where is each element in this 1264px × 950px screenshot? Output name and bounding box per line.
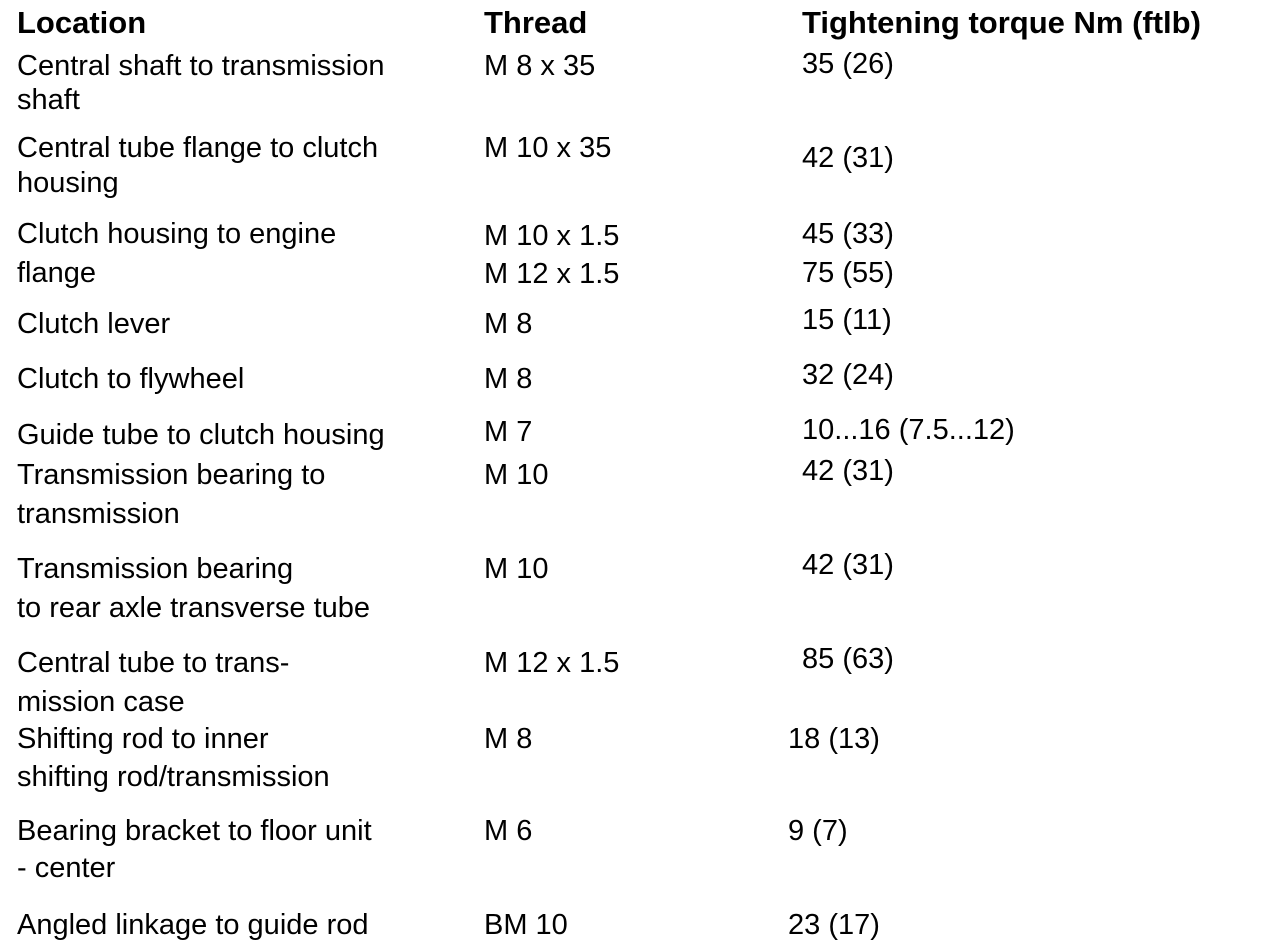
location-cell: Clutch lever: [17, 308, 171, 340]
torque-cell: 32 (24): [802, 359, 894, 391]
thread-cell: M 12 x 1.5: [484, 258, 620, 290]
thread-cell: M 8: [484, 723, 533, 755]
location-cell: flange: [17, 257, 97, 289]
torque-cell: 75 (55): [802, 257, 894, 289]
location-cell: Transmission bearing: [17, 553, 294, 585]
torque-cell: 42 (31): [802, 549, 894, 581]
thread-cell: M 10: [484, 553, 549, 585]
thread-cell: M 10 x 1.5: [484, 220, 620, 252]
location-column-header: Location: [17, 5, 147, 40]
thread-cell: M 10: [484, 459, 549, 491]
torque-cell: 9 (7): [788, 815, 848, 847]
location-cell: housing: [17, 167, 119, 199]
torque-cell: 18 (13): [788, 723, 880, 755]
location-cell: Clutch to flywheel: [17, 363, 245, 395]
location-cell: Shifting rod to inner: [17, 723, 269, 755]
torque-cell: 45 (33): [802, 218, 894, 250]
thread-cell: M 8: [484, 308, 533, 340]
thread-cell: M 8: [484, 363, 533, 395]
torque-cell: 42 (31): [802, 455, 894, 487]
torque-cell: 10...16 (7.5...12): [802, 414, 1015, 446]
thread-cell: M 6: [484, 815, 533, 847]
torque-column-header: Tightening torque Nm (ftlb): [802, 5, 1201, 40]
location-cell: Central tube to trans-: [17, 647, 290, 679]
thread-cell: BM 10: [484, 909, 568, 941]
location-cell: Bearing bracket to floor unit: [17, 815, 372, 847]
torque-cell: 15 (11): [802, 304, 892, 336]
location-cell: - center: [17, 852, 116, 884]
thread-cell: M 10 x 35: [484, 132, 612, 164]
thread-column-header: Thread: [484, 5, 588, 40]
location-cell: Transmission bearing to: [17, 459, 326, 491]
torque-cell: 23 (17): [788, 909, 880, 941]
location-cell: Angled linkage to guide rod: [17, 909, 369, 941]
location-cell: to rear axle transverse tube: [17, 592, 371, 624]
location-cell: Clutch housing to engine: [17, 218, 337, 250]
torque-cell: 85 (63): [802, 643, 894, 675]
location-cell: Guide tube to clutch housing: [17, 419, 385, 451]
thread-cell: M 8 x 35: [484, 50, 596, 82]
location-cell: shifting rod/transmission: [17, 761, 330, 793]
torque-cell: 35 (26): [802, 48, 894, 80]
location-cell: Central tube flange to clutch: [17, 132, 379, 164]
thread-cell: M 12 x 1.5: [484, 647, 620, 679]
location-cell: Central shaft to transmission: [17, 50, 385, 82]
thread-cell: M 7: [484, 416, 533, 448]
location-cell: mission case: [17, 686, 185, 718]
location-cell: transmission: [17, 498, 180, 530]
location-cell: shaft: [17, 84, 80, 116]
torque-cell: 42 (31): [802, 142, 894, 174]
